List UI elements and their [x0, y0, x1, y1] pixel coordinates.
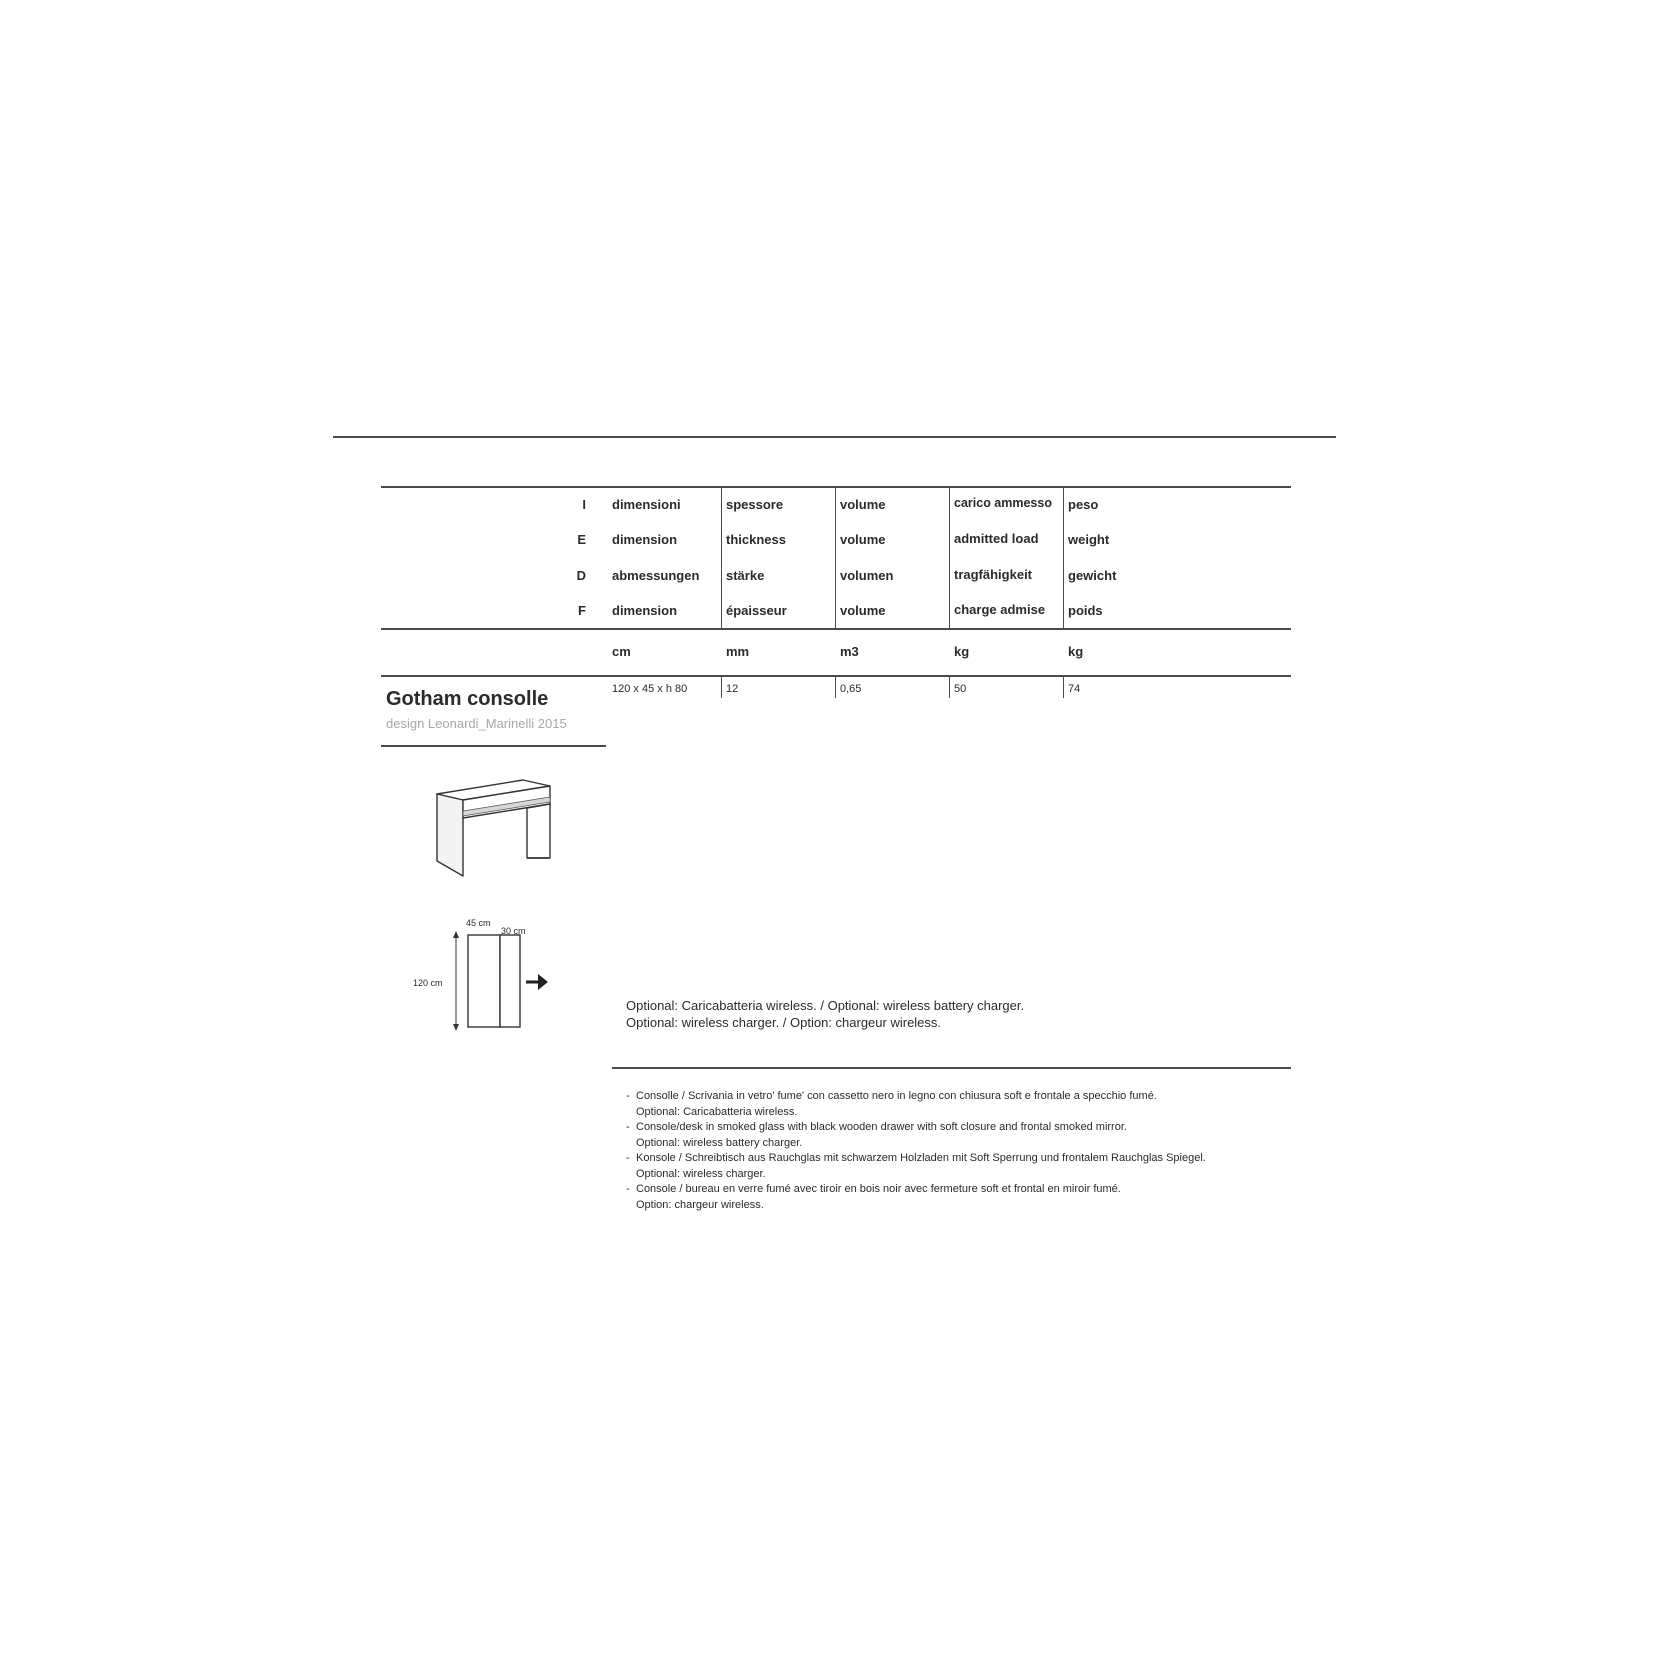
- header-volume-en: volume: [840, 532, 886, 547]
- unit-volume: m3: [840, 644, 859, 659]
- description-main: - Konsole / Schreibtisch aus Rauchglas mit schwarzem Holzladen mit Soft Sperrung und frontalem Rauchglas Spiegel.: [636, 1152, 1206, 1164]
- header-load-en: admitted load: [954, 531, 1039, 546]
- header-thickness-en: thickness: [726, 532, 786, 547]
- lang-code-de: D: [576, 568, 586, 583]
- value-thickness: 12: [726, 683, 739, 695]
- header-load-fr: charge admise: [954, 602, 1046, 617]
- width-dimension-label: 120 cm: [413, 978, 443, 988]
- header-dimensions-en: dimension: [612, 532, 678, 547]
- description-item: [626, 1151, 1286, 1182]
- table-top-rule: [381, 486, 1291, 488]
- lang-code-fr: F: [578, 603, 586, 618]
- description-sub: Optional: Caricabatteria wireless.: [636, 1105, 798, 1118]
- description-item: [626, 1089, 1286, 1120]
- description-main: - Consolle / Scrivania in vetro' fume' con cassetto nero in legno con chiusura soft e frontale a specchio fumé.: [636, 1090, 1157, 1102]
- column-separator: [949, 487, 950, 628]
- header-weight-it: peso: [1068, 497, 1099, 512]
- header-volume-it: volume: [840, 497, 886, 512]
- column-separator: [721, 487, 722, 628]
- description-divider: [612, 1067, 1291, 1069]
- description-list: [626, 1089, 1286, 1213]
- value-separator: [1063, 676, 1064, 698]
- header-thickness-it: spessore: [726, 497, 784, 512]
- header-weight-fr: poids: [1068, 603, 1103, 618]
- description-item: [626, 1120, 1286, 1151]
- optional-line: Optional: wireless charger. / Option: chargeur wireless.: [626, 1015, 942, 1030]
- column-separator: [835, 487, 836, 628]
- drawer-dimension-label: 30 cm: [501, 926, 526, 936]
- console-perspective-drawing: [430, 770, 560, 880]
- optional-notes: [626, 997, 1024, 1031]
- value-weight: 74: [1068, 683, 1081, 695]
- product-name: Gotham consolle: [386, 688, 549, 710]
- table-unit-rule: [381, 675, 1291, 677]
- header-thickness-fr: épaisseur: [726, 603, 787, 618]
- value-volume: 0,65: [840, 683, 862, 695]
- header-thickness-de: stärke: [726, 568, 765, 583]
- value-load: 50: [954, 683, 967, 695]
- unit-dimensions: cm: [612, 644, 631, 659]
- description-item: [626, 1182, 1286, 1213]
- header-dimensions-de: abmessungen: [612, 568, 700, 583]
- value-separator: [721, 676, 722, 698]
- description-sub: Option: chargeur wireless.: [636, 1198, 764, 1211]
- header-volume-de: volumen: [840, 568, 894, 583]
- table-header-rule: [381, 628, 1291, 630]
- value-dimensions: 120 x 45 x h 80: [612, 683, 688, 695]
- header-weight-de: gewicht: [1068, 568, 1117, 583]
- header-dimensions-it: dimensioni: [612, 497, 681, 512]
- header-load-de: tragfähigkeit: [954, 567, 1033, 582]
- arrow-right-icon: [524, 970, 550, 994]
- column-separator: [1063, 487, 1064, 628]
- description-sub: Optional: wireless charger.: [636, 1167, 766, 1180]
- unit-load: kg: [954, 644, 970, 659]
- product-designer: design Leonardi_Marinelli 2015: [386, 716, 567, 731]
- header-weight-en: weight: [1068, 532, 1110, 547]
- header-load-it: carico ammesso: [954, 496, 1052, 510]
- value-separator: [835, 676, 836, 698]
- lang-code-it: I: [582, 497, 586, 512]
- top-divider: [333, 436, 1336, 438]
- value-separator: [949, 676, 950, 698]
- lang-code-en: E: [577, 532, 586, 547]
- optional-line: Optional: Caricabatteria wireless. / Optional: wireless battery charger.: [626, 998, 1025, 1013]
- header-volume-fr: volume: [840, 603, 886, 618]
- depth-dimension-label: 45 cm: [466, 918, 491, 928]
- description-main: - Console / bureau en verre fumé avec tiroir en bois noir avec fermeture soft et frontal en miroir fumé.: [636, 1183, 1121, 1195]
- unit-thickness: mm: [726, 644, 750, 659]
- header-dimensions-fr: dimension: [612, 603, 678, 618]
- unit-weight: kg: [1068, 644, 1084, 659]
- description-sub: Optional: wireless battery charger.: [636, 1136, 803, 1149]
- description-main: - Console/desk in smoked glass with black wooden drawer with soft closure and frontal smoked mirror.: [636, 1121, 1127, 1133]
- title-underline: [381, 745, 606, 747]
